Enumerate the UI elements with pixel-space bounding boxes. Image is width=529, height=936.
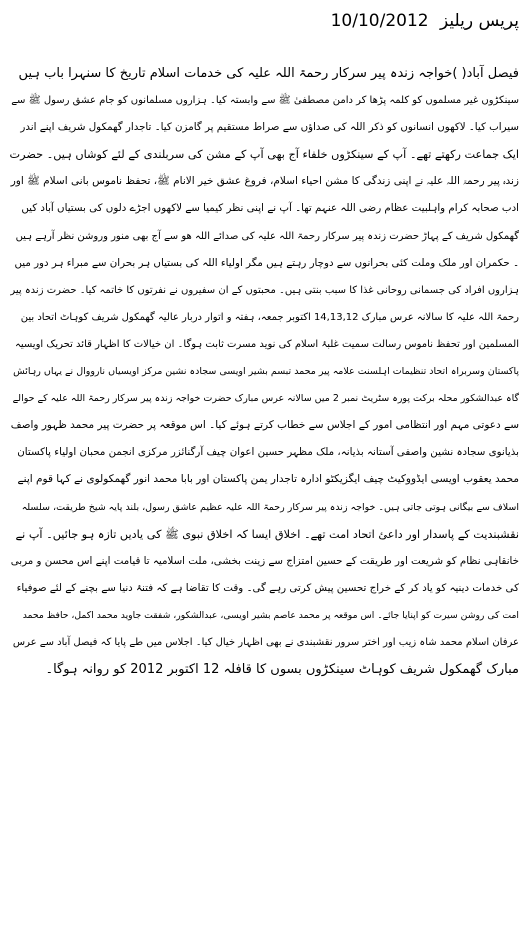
press-release-body (10, 60, 519, 683)
body-line: عرفان اسلام محمد شاہ زیب اور اختر سرور نقشبندی نے بھی اظہار خیال کیا۔ اجلاس میں طے پایا کہ فیصل آباد سے عرس (12, 636, 519, 648)
body-line: امت کی روشن سیرت کو اپنایا جائے۔ اس موقعہ پر محمد عاصم بشیر اویسی، عبدالشکور، شفقت جاوید محمد اکمل، حافظ محمد (22, 609, 519, 621)
body-line: ہزاروں افراد کی جسمانی روحانی غذا کا سبب بنتی ہیں۔ محبتوں کے ان سفیروں نے نفرتوں کا خاتمہ کیا۔ حضرت زندہ پیر (10, 284, 519, 296)
press-release-header (10, 8, 519, 34)
body-line: ۔ حکمران اور ملک وملت کئی بحرانوں سے دوچار رہتے ہیں مگر اولیاء اللہ کی بستیاں ہر بحران سے مبراء ہر دور میں (14, 256, 519, 269)
body-line: کی خدمات دینیہ کو یاد کر کے خراج تحسین پیش کرتی رہے گی۔ وقت کا تقاضا ہے کہ فتنۂ دنیا سے بچنے کے لئے صوفیاء (16, 581, 519, 594)
body-line: المسلمین اور تحفظ ناموس رسالت سمیت غلبۂ اسلام کی نوید مسرت ثابت ہوگا۔ ان خیالات کا اظہار قائد تحریک اویسیہ (15, 338, 519, 350)
body-line: اسلاف سے بیگانی ہوتی جاتی ہیں۔ خواجہ زندہ پیر سرکار رحمۃ اللہ علیہ عظیم عاشق رسول، بلند پایہ شیخ طریقت، سلسلہ (21, 501, 519, 513)
body-line: سینکڑوں غیر مسلموں کو کلمہ پڑھا کر دامن مصطفیٰ ﷺ سے وابستہ کیا۔ ہزاروں مسلمانوں کو جام عشق رسول ﷺ سے (11, 95, 519, 107)
body-line: نقشبندیت کے پاسدار اور داعیٔ اتحاد امت تھے۔ اخلاق ایسا کہ اخلاق نبوی ﷺ کی یادیں تازہ ہو جائیں۔ آپ نے (15, 527, 519, 541)
body-line: خانقاہی نظام کو شریعت اور طریقت کے حسین امتزاج سے زینت بخشی، ملت اسلامیہ تا قیامت اپنے اس محسن و مربی (10, 554, 519, 567)
body-line: محمد یعقوب اویسی ایڈووکیٹ چیف ایگزیکٹو ادارہ تاجدار یمن پاکستان اور بابا محمد انور گھمکولوی نے کہا قوم اپنے (17, 473, 519, 486)
body-line: بذیانوی سجادہ نشین واصفی آستانہ بذیانہ، ملک مظہر حسین اعوان چیف آرگنائزر مرکزی انجمن محبان اولیاء پاکستان (17, 446, 519, 459)
press-release-title: پریس ریلیز (440, 11, 519, 31)
body-line: سیراب کیا۔ لاکھوں انسانوں کو ذکر اللہ کی صداؤں سے صراط مستقیم پر گامزن کیا۔ تاجدار گھمکول شریف اپنے اندر (20, 121, 519, 134)
press-release-date: 10/10/2012 (330, 11, 429, 31)
body-line: گھمکول شریف کے پہاڑ حضرت زندہ پیر سرکار رحمۃ اللہ علیہ کی صدائے اللہ ھو سے آج بھی منور وروشن نظر آرہے ہیں (15, 230, 519, 242)
body-line: زندہ پیر رحمۃ اللہ علیہ نے اپنی زندگی کا مشن احیاء اسلام، فروغ عشق خیر الانام ﷺ، تحفظ ناموس بانی اسلام ﷺ اور (10, 175, 519, 188)
body-line: فیصل آباد( )خواجہ زندہ پیر سرکار رحمۃ اللہ علیہ کی خدمات اسلام تاریخ کا سنہرا باب ہیں (18, 66, 519, 81)
body-line: رحمۃ اللہ علیہ کا سالانہ عرس مبارک 14,13,12 اکتوبر جمعہ، ہفتہ و اتوار دربار عالیہ گھمکول شریف کوہاٹ اتحاد بین (20, 311, 519, 323)
body-line: ایک جماعت رکھتے تھے۔ آپ کے سینکڑوں خلفاء آج بھی آپ کے مشن کی سربلندی کے لئے کوشاں ہیں۔ حضرت (10, 148, 519, 162)
body-line: گاہ عبدالشکور محلہ برکت پورہ سٹریٹ نمبر 2 میں سالانہ عرس مبارک حضرت خواجہ زندہ پیر سرکار رحمۃ اللہ علیہ کے حوالے (12, 393, 519, 405)
body-line: سے دعوتی مہم اور انتظامی امور کے اجلاس سے خطاب کرتے ہوئے کیا۔ اس موقعہ پر حضرت پیر محمد ظہور واصف (10, 419, 519, 432)
body-line: پاکستان وسربراہ اتحاد تنظیمات اہلسنت علامہ پیر محمد تبسم بشیر اویسی سجادہ نشین مرکز اویسیاں نارووال نے یہاں رہائش (13, 366, 519, 378)
body-line: مبارک گھمکول شریف کوہاٹ سینکڑوں بسوں کا قافلہ 12 اکتوبر 2012 کو روانہ ہوگا۔ (45, 662, 519, 678)
body-line: ادب صحابہ کرام واہلبیت عظام رضی اللہ عنہم تھا۔ آپ نے اپنی نظر کیمیا سے لاکھوں اجڑے دلوں کی بستیاں آباد کیں (21, 202, 519, 215)
